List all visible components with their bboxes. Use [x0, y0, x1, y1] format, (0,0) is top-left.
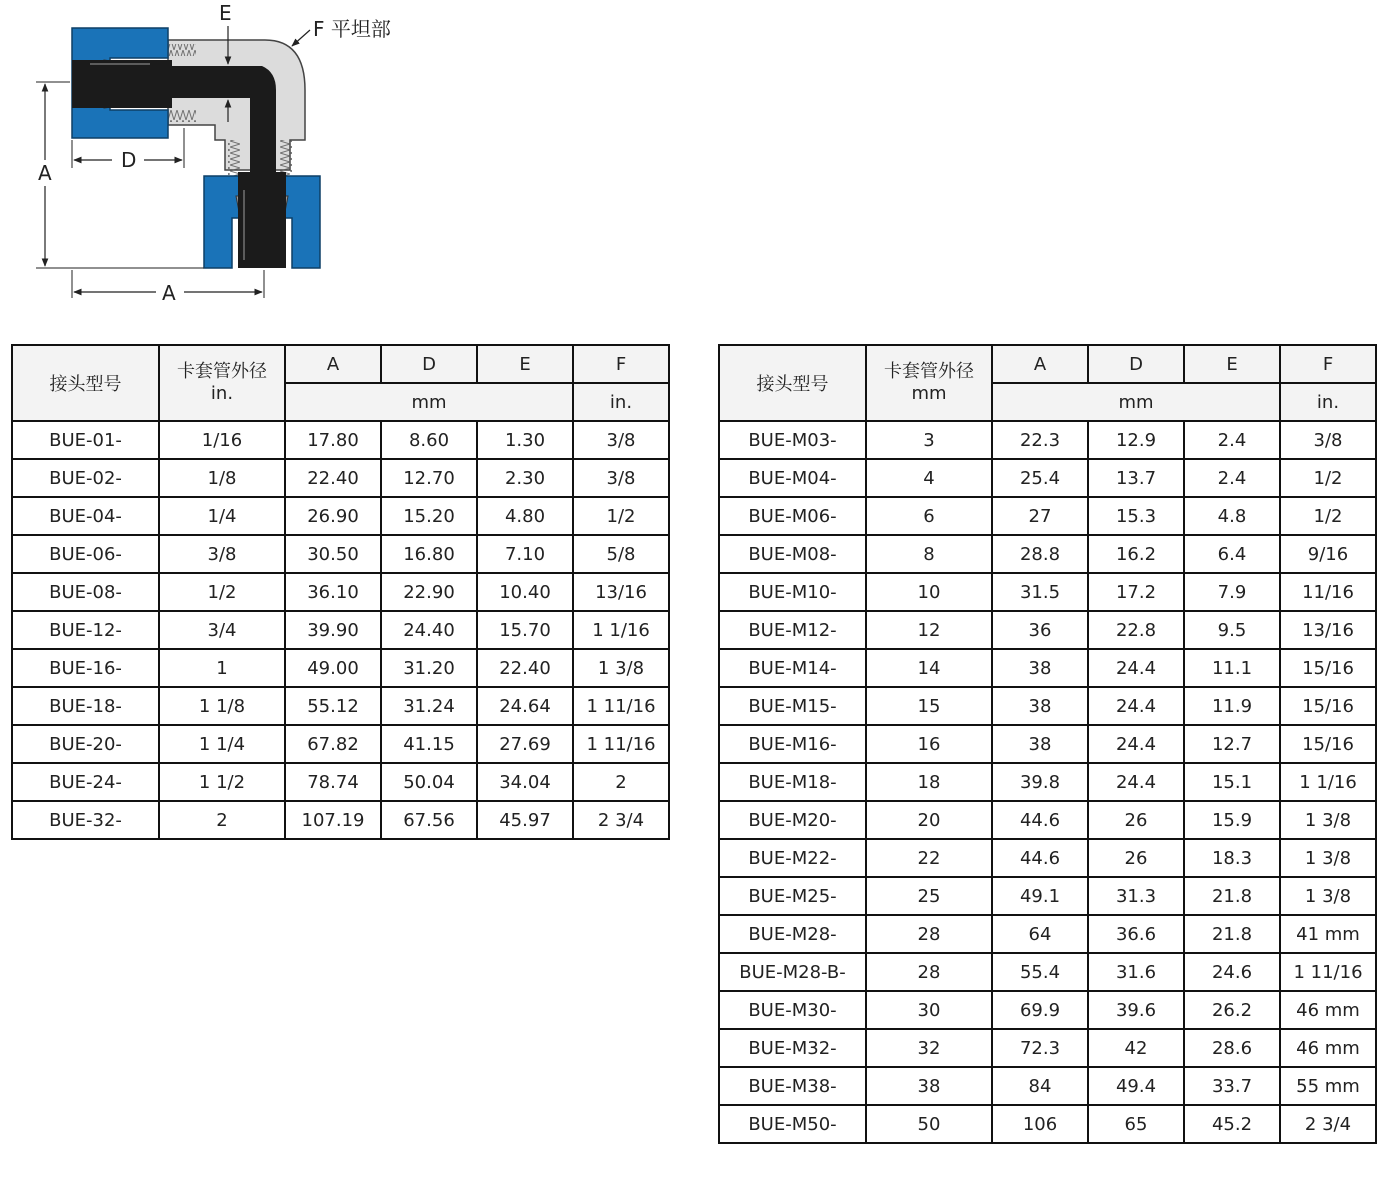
cell-f: 15/16: [1280, 687, 1376, 725]
header-tube-od: [866, 345, 992, 421]
cell-model: BUE-M14-: [719, 649, 866, 687]
cell-tube-od: 3: [866, 421, 992, 459]
header-unit-mm: mm: [992, 383, 1280, 421]
tube-bore: [72, 60, 286, 268]
table-row: [12, 573, 669, 611]
cell-a: 36: [992, 611, 1088, 649]
header-model: 接头型号: [12, 345, 159, 421]
dimension-a-horizontal: [72, 270, 264, 305]
elbow-body: [168, 40, 305, 180]
table-row: [719, 725, 1376, 763]
cell-a: 17.80: [285, 421, 381, 459]
cell-model: BUE-M10-: [719, 573, 866, 611]
cell-e: 22.40: [477, 649, 573, 687]
table-row: [719, 1067, 1376, 1105]
header-a: A: [285, 345, 381, 383]
cell-e: 18.3: [1184, 839, 1280, 877]
cell-a: 38: [992, 725, 1088, 763]
cell-f: 3/8: [573, 459, 669, 497]
table-row: [719, 915, 1376, 953]
table-row: [12, 611, 669, 649]
header-e: E: [477, 345, 573, 383]
cell-a: 107.19: [285, 801, 381, 839]
cell-e: 24.6: [1184, 953, 1280, 991]
cell-d: 8.60: [381, 421, 477, 459]
cell-d: 26: [1088, 801, 1184, 839]
cell-a: 55.12: [285, 687, 381, 725]
cell-a: 39.8: [992, 763, 1088, 801]
cell-f: 9/16: [1280, 535, 1376, 573]
cell-a: 31.5: [992, 573, 1088, 611]
cell-d: 16.2: [1088, 535, 1184, 573]
cell-model: BUE-24-: [12, 763, 159, 801]
cell-e: 34.04: [477, 763, 573, 801]
cell-model: BUE-08-: [12, 573, 159, 611]
cell-tube-od: 10: [866, 573, 992, 611]
cell-model: BUE-M04-: [719, 459, 866, 497]
cell-f: 1/2: [1280, 497, 1376, 535]
cell-e: 15.1: [1184, 763, 1280, 801]
cell-f: 1 1/16: [573, 611, 669, 649]
table-row: [12, 535, 669, 573]
spec-table-inch: [11, 344, 670, 840]
cell-e: 2.30: [477, 459, 573, 497]
cell-e: 7.10: [477, 535, 573, 573]
cell-a: 22.3: [992, 421, 1088, 459]
cell-model: BUE-M38-: [719, 1067, 866, 1105]
cell-d: 17.2: [1088, 573, 1184, 611]
cell-f: 13/16: [573, 573, 669, 611]
cell-f: 55 mm: [1280, 1067, 1376, 1105]
cell-a: 22.40: [285, 459, 381, 497]
cell-e: 45.2: [1184, 1105, 1280, 1143]
table-row: [12, 497, 669, 535]
cell-model: BUE-M18-: [719, 763, 866, 801]
cell-a: 106: [992, 1105, 1088, 1143]
cell-model: BUE-01-: [12, 421, 159, 459]
label-a-vertical: A: [38, 161, 52, 185]
cell-e: 24.64: [477, 687, 573, 725]
table-row: [719, 839, 1376, 877]
table-row: [719, 649, 1376, 687]
cell-model: BUE-M12-: [719, 611, 866, 649]
cell-a: 30.50: [285, 535, 381, 573]
cell-model: BUE-M22-: [719, 839, 866, 877]
cell-f: 2 3/4: [1280, 1105, 1376, 1143]
cell-model: BUE-M50-: [719, 1105, 866, 1143]
cell-a: 38: [992, 649, 1088, 687]
table-row: [12, 649, 669, 687]
cell-tube-od: 12: [866, 611, 992, 649]
header-d: D: [381, 345, 477, 383]
cell-d: 24.40: [381, 611, 477, 649]
cell-model: BUE-M30-: [719, 991, 866, 1029]
cell-f: 1/2: [573, 497, 669, 535]
cell-f: 5/8: [573, 535, 669, 573]
cell-model: BUE-32-: [12, 801, 159, 839]
cell-tube-od: 16: [866, 725, 992, 763]
cell-tube-od: 1 1/2: [159, 763, 285, 801]
cell-model: BUE-16-: [12, 649, 159, 687]
cell-model: BUE-12-: [12, 611, 159, 649]
cell-model: BUE-M28-: [719, 915, 866, 953]
cell-a: 78.74: [285, 763, 381, 801]
cell-a: 28.8: [992, 535, 1088, 573]
cell-f: 1/2: [1280, 459, 1376, 497]
cell-d: 22.8: [1088, 611, 1184, 649]
cell-d: 31.20: [381, 649, 477, 687]
table-row: [719, 763, 1376, 801]
cell-d: 26: [1088, 839, 1184, 877]
cell-f: 46 mm: [1280, 991, 1376, 1029]
cell-e: 21.8: [1184, 915, 1280, 953]
cell-f: 15/16: [1280, 649, 1376, 687]
table-row: [719, 611, 1376, 649]
table-row: [719, 421, 1376, 459]
cell-model: BUE-04-: [12, 497, 159, 535]
cell-e: 2.4: [1184, 459, 1280, 497]
cell-f: 1 3/8: [1280, 801, 1376, 839]
cell-tube-od: 1 1/8: [159, 687, 285, 725]
cell-a: 39.90: [285, 611, 381, 649]
cell-tube-od: 28: [866, 953, 992, 991]
cell-model: BUE-M16-: [719, 725, 866, 763]
cell-tube-od: 28: [866, 915, 992, 953]
cell-tube-od: 3/4: [159, 611, 285, 649]
cell-e: 1.30: [477, 421, 573, 459]
cell-tube-od: 22: [866, 839, 992, 877]
cell-d: 24.4: [1088, 687, 1184, 725]
cell-tube-od: 1: [159, 649, 285, 687]
cell-e: 4.8: [1184, 497, 1280, 535]
header-unit-f: in.: [1280, 383, 1376, 421]
cell-tube-od: 15: [866, 687, 992, 725]
cell-f: 15/16: [1280, 725, 1376, 763]
cell-d: 42: [1088, 1029, 1184, 1067]
cell-model: BUE-02-: [12, 459, 159, 497]
cell-e: 10.40: [477, 573, 573, 611]
cell-d: 16.80: [381, 535, 477, 573]
cell-e: 26.2: [1184, 991, 1280, 1029]
cell-f: 11/16: [1280, 573, 1376, 611]
cell-d: 31.6: [1088, 953, 1184, 991]
header-unit-mm: mm: [285, 383, 573, 421]
cell-tube-od: 1/16: [159, 421, 285, 459]
cell-d: 31.3: [1088, 877, 1184, 915]
cell-e: 9.5: [1184, 611, 1280, 649]
table-row: [12, 459, 669, 497]
cell-a: 25.4: [992, 459, 1088, 497]
cell-f: 1 3/8: [1280, 877, 1376, 915]
cell-tube-od: 30: [866, 991, 992, 1029]
cell-tube-od: 1/2: [159, 573, 285, 611]
cell-f: 13/16: [1280, 611, 1376, 649]
cell-tube-od: 18: [866, 763, 992, 801]
header-f: F: [573, 345, 669, 383]
cell-f: 46 mm: [1280, 1029, 1376, 1067]
cell-tube-od: 2: [159, 801, 285, 839]
cell-d: 50.04: [381, 763, 477, 801]
table-row: [12, 725, 669, 763]
cell-tube-od: 3/8: [159, 535, 285, 573]
cell-a: 49.00: [285, 649, 381, 687]
cell-f: 1 11/16: [573, 687, 669, 725]
cell-d: 31.24: [381, 687, 477, 725]
cell-model: BUE-20-: [12, 725, 159, 763]
cell-d: 36.6: [1088, 915, 1184, 953]
table-row: [719, 801, 1376, 839]
cell-tube-od: 38: [866, 1067, 992, 1105]
cell-tube-od: 6: [866, 497, 992, 535]
cell-f: 1 3/8: [573, 649, 669, 687]
cell-e: 6.4: [1184, 535, 1280, 573]
cell-tube-od: 8: [866, 535, 992, 573]
cell-tube-od: 32: [866, 1029, 992, 1067]
cell-e: 11.9: [1184, 687, 1280, 725]
cell-f: 3/8: [1280, 421, 1376, 459]
cell-a: 84: [992, 1067, 1088, 1105]
header-tube-od-unit: mm: [911, 383, 947, 404]
cell-d: 49.4: [1088, 1067, 1184, 1105]
header-a: A: [992, 345, 1088, 383]
label-f: F 平坦部: [313, 17, 391, 41]
header-tube-od-unit: in.: [210, 383, 234, 404]
cell-f: 1 3/8: [1280, 839, 1376, 877]
header-tube-od-line1: 卡套管外径: [177, 361, 267, 382]
table-row: [12, 763, 669, 801]
cell-f: 2: [573, 763, 669, 801]
table-body: [12, 421, 669, 839]
cell-model: BUE-M08-: [719, 535, 866, 573]
cell-tube-od: 1 1/4: [159, 725, 285, 763]
header-f: F: [1280, 345, 1376, 383]
cell-model: BUE-M32-: [719, 1029, 866, 1067]
cell-d: 13.7: [1088, 459, 1184, 497]
table-row: [719, 535, 1376, 573]
cell-model: BUE-M06-: [719, 497, 866, 535]
cell-e: 11.1: [1184, 649, 1280, 687]
cell-a: 38: [992, 687, 1088, 725]
table-row: [12, 421, 669, 459]
table-body: [719, 421, 1376, 1143]
cell-tube-od: 1/4: [159, 497, 285, 535]
cell-a: 55.4: [992, 953, 1088, 991]
cell-e: 12.7: [1184, 725, 1280, 763]
header-d: D: [1088, 345, 1184, 383]
cell-a: 72.3: [992, 1029, 1088, 1067]
table-row: [719, 573, 1376, 611]
label-d: D: [121, 148, 137, 172]
cell-model: BUE-M28-B-: [719, 953, 866, 991]
table-row: [719, 953, 1376, 991]
label-e: E: [219, 1, 232, 25]
table-row: [719, 1029, 1376, 1067]
cell-tube-od: 1/8: [159, 459, 285, 497]
cell-tube-od: 4: [866, 459, 992, 497]
cell-d: 24.4: [1088, 725, 1184, 763]
fitting-diagram: [0, 0, 420, 310]
table-row: [719, 497, 1376, 535]
cell-f: 1 1/16: [1280, 763, 1376, 801]
cell-d: 22.90: [381, 573, 477, 611]
cell-d: 41.15: [381, 725, 477, 763]
cell-a: 44.6: [992, 801, 1088, 839]
dimension-f: [292, 17, 391, 46]
table-row: [719, 1105, 1376, 1143]
cell-d: 15.20: [381, 497, 477, 535]
cell-e: 4.80: [477, 497, 573, 535]
cell-e: 21.8: [1184, 877, 1280, 915]
cell-f: 41 mm: [1280, 915, 1376, 953]
cell-e: 45.97: [477, 801, 573, 839]
cell-a: 67.82: [285, 725, 381, 763]
cell-e: 2.4: [1184, 421, 1280, 459]
cell-f: 1 11/16: [1280, 953, 1376, 991]
table-row: [719, 991, 1376, 1029]
cell-model: BUE-M20-: [719, 801, 866, 839]
cell-d: 12.70: [381, 459, 477, 497]
cell-d: 24.4: [1088, 649, 1184, 687]
cell-model: BUE-M15-: [719, 687, 866, 725]
cell-d: 15.3: [1088, 497, 1184, 535]
header-unit-f: in.: [573, 383, 669, 421]
cell-d: 65: [1088, 1105, 1184, 1143]
cell-model: BUE-18-: [12, 687, 159, 725]
cell-f: 2 3/4: [573, 801, 669, 839]
cell-f: 3/8: [573, 421, 669, 459]
table-row: [12, 687, 669, 725]
cell-d: 67.56: [381, 801, 477, 839]
label-a-horizontal: A: [162, 281, 176, 305]
cell-model: BUE-M03-: [719, 421, 866, 459]
header-model: 接头型号: [719, 345, 866, 421]
cell-a: 44.6: [992, 839, 1088, 877]
cell-e: 33.7: [1184, 1067, 1280, 1105]
table-row: [12, 801, 669, 839]
cell-a: 64: [992, 915, 1088, 953]
cell-tube-od: 25: [866, 877, 992, 915]
cell-d: 12.9: [1088, 421, 1184, 459]
table-row: [719, 687, 1376, 725]
cell-e: 7.9: [1184, 573, 1280, 611]
header-e: E: [1184, 345, 1280, 383]
table-row: [719, 459, 1376, 497]
header-tube-od-line1: 卡套管外径: [884, 361, 974, 382]
cell-d: 24.4: [1088, 763, 1184, 801]
cell-a: 27: [992, 497, 1088, 535]
cell-d: 39.6: [1088, 991, 1184, 1029]
cell-a: 69.9: [992, 991, 1088, 1029]
header-tube-od: [159, 345, 285, 421]
cell-e: 28.6: [1184, 1029, 1280, 1067]
cell-tube-od: 50: [866, 1105, 992, 1143]
cell-f: 1 11/16: [573, 725, 669, 763]
cell-e: 27.69: [477, 725, 573, 763]
spec-table-metric: [718, 344, 1377, 1144]
cell-e: 15.9: [1184, 801, 1280, 839]
cell-model: BUE-M25-: [719, 877, 866, 915]
cell-a: 26.90: [285, 497, 381, 535]
cell-a: 49.1: [992, 877, 1088, 915]
cell-model: BUE-06-: [12, 535, 159, 573]
table-row: [719, 877, 1376, 915]
cell-a: 36.10: [285, 573, 381, 611]
cell-tube-od: 20: [866, 801, 992, 839]
cell-tube-od: 14: [866, 649, 992, 687]
cell-e: 15.70: [477, 611, 573, 649]
